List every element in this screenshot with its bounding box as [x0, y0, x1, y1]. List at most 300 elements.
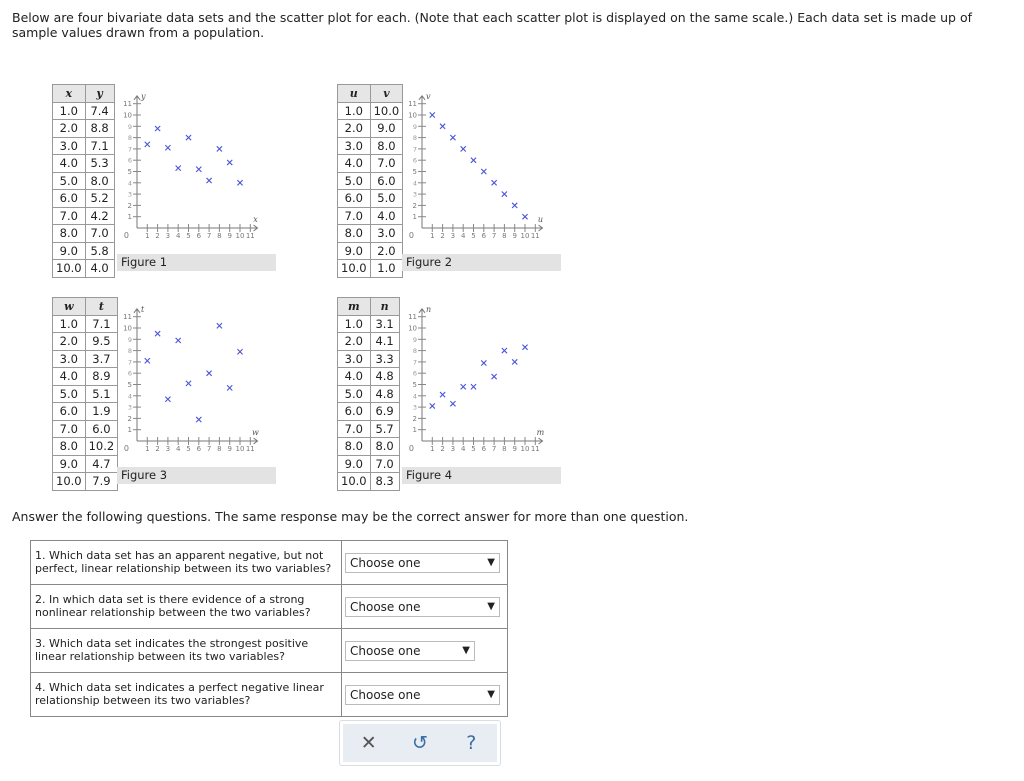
y-tick-label: 5	[127, 168, 132, 176]
y-value-cell: 10.2	[85, 438, 118, 456]
x-tick-label: 4	[460, 445, 466, 453]
x-tick-label: 5	[471, 445, 476, 453]
table-row	[53, 315, 118, 333]
question-3-text: 3. Which data set indicates the strongest positive linear relationship between its two variables?	[31, 629, 342, 673]
table-row	[53, 350, 118, 368]
x-value-cell: 2.0	[338, 333, 371, 351]
y-tick-label: 4	[127, 392, 132, 401]
data-point	[512, 359, 517, 364]
table-row	[53, 385, 118, 403]
y-tick-label: 9	[127, 122, 132, 131]
y-tick-label: 11	[408, 100, 417, 109]
figure-label-4: Figure 4	[402, 467, 561, 484]
x-tick-label: 6	[196, 445, 202, 453]
y-tick-label: 9	[412, 122, 417, 131]
y-tick-label: 7	[412, 358, 417, 367]
y-value-cell: 4.8	[370, 368, 399, 386]
y-tick-label: 11	[123, 313, 132, 322]
data-point	[430, 403, 435, 408]
x-value-cell: 4.0	[338, 368, 371, 386]
y-tick-label: 9	[127, 335, 132, 344]
y-tick-label: 11	[123, 100, 132, 109]
x-value-cell: 6.0	[53, 403, 86, 421]
origin-label: 0	[408, 231, 414, 240]
origin-label: 0	[123, 231, 129, 240]
y-tick-label: 6	[127, 369, 132, 378]
y-value-cell: 4.8	[370, 385, 399, 403]
table-row	[338, 333, 400, 351]
x-tick-label: 7	[206, 232, 212, 240]
data-point	[237, 180, 242, 185]
y-value-cell: 7.0	[85, 225, 114, 243]
x-tick-label: 6	[481, 232, 487, 240]
y-value-cell: 8.0	[370, 438, 399, 456]
question-row-4	[31, 673, 508, 717]
x-tick-label: 11	[530, 445, 540, 453]
data-point	[481, 169, 486, 174]
y-tick-label: 3	[412, 190, 417, 199]
table-row	[338, 455, 400, 473]
x-value-cell: 4.0	[53, 155, 86, 173]
answer-instructions: Answer the following questions. The same response may be the correct answer for more than one question.	[12, 509, 689, 524]
x-value-cell: 9.0	[53, 242, 86, 260]
dropdown-arrow-icon: ▼	[487, 689, 495, 700]
y-value-cell: 4.7	[85, 455, 118, 473]
origin-label: 0	[123, 444, 129, 453]
table-row	[53, 242, 115, 260]
x-axis-label: x	[253, 215, 258, 224]
x-tick-label: 9	[512, 232, 517, 240]
y-value-cell: 8.3	[370, 473, 399, 491]
dropdown-arrow-icon: ▼	[462, 645, 470, 656]
y-axis-label: t	[141, 304, 145, 314]
data-point	[450, 135, 455, 140]
x-value-cell: 2.0	[53, 333, 86, 351]
data-table-3	[52, 297, 118, 491]
data-point	[217, 323, 222, 328]
table-row	[338, 225, 403, 243]
y-tick-label: 5	[412, 381, 417, 389]
data-point	[227, 385, 232, 390]
x-value-cell: 10.0	[53, 260, 86, 278]
x-value-cell: 1.0	[53, 315, 86, 333]
x-value-cell: 5.0	[53, 385, 86, 403]
select-value: Choose one	[350, 643, 421, 658]
data-point	[176, 166, 181, 171]
y-tick-label: 8	[127, 347, 132, 356]
y-tick-label: 3	[127, 403, 132, 412]
x-value-cell: 8.0	[338, 438, 371, 456]
table-header-row	[53, 85, 115, 103]
x-column-header: m	[338, 298, 371, 316]
x-value-cell: 3.0	[338, 137, 371, 155]
x-tick-label: 7	[491, 445, 497, 453]
data-point	[186, 381, 191, 386]
x-tick-label: 1	[430, 232, 435, 240]
y-column-header: y	[85, 85, 114, 103]
x-tick-label: 8	[217, 445, 222, 453]
y-value-cell: 3.7	[85, 350, 118, 368]
data-table-1	[52, 84, 115, 278]
y-value-cell: 8.0	[370, 137, 403, 155]
y-value-cell: 7.9	[85, 473, 118, 491]
x-tick-label: 6	[481, 445, 487, 453]
y-tick-label: 7	[127, 358, 132, 367]
x-value-cell: 6.0	[338, 190, 371, 208]
x-value-cell: 1.0	[53, 102, 86, 120]
x-tick-label: 2	[155, 232, 160, 240]
table-row	[338, 385, 400, 403]
y-axis-label: n	[426, 304, 432, 314]
data-point	[145, 142, 150, 147]
y-value-cell: 7.1	[85, 315, 118, 333]
x-value-cell: 4.0	[338, 155, 371, 173]
table-row	[53, 260, 115, 278]
table-header-row	[338, 298, 400, 316]
data-point	[155, 126, 160, 131]
data-point	[207, 371, 212, 376]
table-row	[53, 207, 115, 225]
question-2-select[interactable]	[345, 597, 500, 617]
data-point	[492, 180, 497, 185]
x-axis-label: w	[252, 428, 259, 437]
y-column-header: n	[370, 298, 399, 316]
y-value-cell: 2.0	[370, 242, 403, 260]
x-tick-label: 11	[245, 232, 255, 240]
questions-table	[30, 540, 508, 717]
table-row	[338, 137, 403, 155]
x-value-cell: 10.0	[53, 473, 86, 491]
x-value-cell: 2.0	[338, 120, 371, 138]
y-column-header: t	[85, 298, 118, 316]
x-value-cell: 3.0	[338, 350, 371, 368]
x-tick-label: 9	[227, 445, 232, 453]
figure-label-2: Figure 2	[402, 254, 561, 271]
table-row	[53, 225, 115, 243]
y-column-header: v	[370, 85, 403, 103]
x-value-cell: 6.0	[338, 403, 371, 421]
data-point	[522, 345, 527, 350]
data-table-2	[337, 84, 403, 278]
x-value-cell: 3.0	[53, 137, 86, 155]
question-1-text: 1. Which data set has an apparent negative, but not perfect, linear relationship between its two variables?	[31, 541, 342, 585]
table-row	[53, 473, 118, 491]
data-point	[207, 178, 212, 183]
x-value-cell: 7.0	[338, 207, 371, 225]
table-row	[338, 120, 403, 138]
scatter-plot-1	[117, 84, 277, 249]
y-value-cell: 5.2	[85, 190, 114, 208]
table-row	[53, 420, 118, 438]
y-tick-label: 2	[127, 414, 132, 423]
x-value-cell: 3.0	[53, 350, 86, 368]
y-value-cell: 4.0	[370, 207, 403, 225]
table-row	[338, 315, 400, 333]
y-axis-label: y	[141, 91, 146, 101]
data-point	[217, 146, 222, 151]
x-tick-label: 9	[512, 445, 517, 453]
x-value-cell: 5.0	[338, 385, 371, 403]
table-row	[53, 368, 118, 386]
y-tick-label: 5	[127, 381, 132, 389]
y-value-cell: 3.0	[370, 225, 403, 243]
data-table-4	[337, 297, 400, 491]
table-row	[53, 333, 118, 351]
table-header-row	[53, 298, 118, 316]
table-row	[338, 242, 403, 260]
data-point	[461, 146, 466, 151]
y-tick-label: 1	[127, 426, 132, 435]
question-3-select[interactable]	[345, 641, 475, 661]
y-tick-label: 6	[127, 156, 132, 165]
table-row	[338, 190, 403, 208]
y-value-cell: 3.3	[370, 350, 399, 368]
y-tick-label: 8	[412, 347, 417, 356]
y-tick-label: 3	[127, 190, 132, 199]
y-value-cell: 1.0	[370, 260, 403, 278]
table-row	[53, 403, 118, 421]
data-point	[471, 158, 476, 163]
data-point	[165, 397, 170, 402]
data-point	[440, 124, 445, 129]
data-point	[481, 360, 486, 365]
y-value-cell: 3.1	[370, 315, 399, 333]
x-column-header: u	[338, 85, 371, 103]
table-row	[53, 438, 118, 456]
x-tick-label: 2	[440, 232, 445, 240]
dropdown-arrow-icon: ▼	[487, 601, 495, 612]
x-value-cell: 5.0	[338, 172, 371, 190]
y-value-cell: 7.4	[85, 102, 114, 120]
y-tick-label: 2	[127, 201, 132, 210]
data-point	[155, 331, 160, 336]
y-value-cell: 7.1	[85, 137, 114, 155]
question-row-2	[31, 585, 508, 629]
x-tick-label: 4	[460, 232, 466, 240]
x-tick-label: 1	[430, 445, 435, 453]
x-tick-label: 7	[491, 232, 497, 240]
x-tick-label: 7	[206, 445, 212, 453]
table-row	[53, 455, 118, 473]
y-value-cell: 5.8	[85, 242, 114, 260]
table-row	[53, 172, 115, 190]
table-row	[338, 438, 400, 456]
y-tick-label: 6	[412, 369, 417, 378]
undo-button[interactable]: ↺	[412, 732, 428, 754]
x-value-cell: 9.0	[338, 455, 371, 473]
table-row	[338, 207, 403, 225]
data-point	[461, 384, 466, 389]
question-row-3	[31, 629, 508, 673]
x-tick-label: 1	[145, 445, 150, 453]
x-tick-label: 11	[245, 445, 255, 453]
x-tick-label: 10	[235, 445, 245, 453]
x-value-cell: 8.0	[53, 225, 86, 243]
x-tick-label: 3	[450, 445, 456, 453]
x-value-cell: 1.0	[338, 102, 371, 120]
x-value-cell: 10.0	[338, 473, 371, 491]
x-tick-label: 4	[175, 445, 181, 453]
y-tick-label: 4	[412, 179, 417, 188]
data-point	[502, 348, 507, 353]
y-value-cell: 1.9	[85, 403, 118, 421]
y-tick-label: 10	[123, 324, 132, 333]
x-tick-label: 2	[155, 445, 160, 453]
y-tick-label: 10	[408, 324, 417, 333]
table-row	[338, 350, 400, 368]
x-tick-label: 10	[520, 232, 530, 240]
dropdown-arrow-icon: ▼	[487, 557, 495, 568]
data-point	[145, 358, 150, 363]
question-2-text: 2. In which data set is there evidence of a strong nonlinear relationship between the two variables?	[31, 585, 342, 629]
data-point	[196, 167, 201, 172]
table-row	[338, 473, 400, 491]
y-tick-label: 4	[412, 392, 417, 401]
answer-toolbar	[339, 720, 501, 766]
x-tick-label: 1	[145, 232, 150, 240]
data-point	[165, 145, 170, 150]
y-tick-label: 6	[412, 156, 417, 165]
data-point	[186, 135, 191, 140]
table-row	[338, 368, 400, 386]
x-tick-label: 3	[165, 445, 171, 453]
table-row	[53, 102, 115, 120]
x-value-cell: 4.0	[53, 368, 86, 386]
y-tick-label: 4	[127, 179, 132, 188]
data-point	[492, 374, 497, 379]
y-tick-label: 10	[408, 111, 417, 120]
y-value-cell: 5.7	[370, 420, 399, 438]
x-tick-label: 10	[235, 232, 245, 240]
table-header-row	[338, 85, 403, 103]
x-tick-label: 8	[217, 232, 222, 240]
x-value-cell: 8.0	[53, 438, 86, 456]
data-point	[502, 192, 507, 197]
data-point	[196, 417, 201, 422]
data-point	[512, 203, 517, 208]
figure-label-1: Figure 1	[117, 254, 276, 271]
question-1-select[interactable]	[345, 553, 500, 573]
x-tick-label: 9	[227, 232, 232, 240]
x-tick-label: 5	[471, 232, 476, 240]
y-value-cell: 6.0	[370, 172, 403, 190]
x-tick-label: 2	[440, 445, 445, 453]
data-point	[471, 384, 476, 389]
table-row	[338, 102, 403, 120]
table-row	[53, 155, 115, 173]
data-point	[450, 401, 455, 406]
data-point	[176, 338, 181, 343]
x-value-cell: 10.0	[338, 260, 371, 278]
x-value-cell: 9.0	[338, 242, 371, 260]
x-value-cell: 7.0	[338, 420, 371, 438]
question-row-1	[31, 541, 508, 585]
y-value-cell: 4.1	[370, 333, 399, 351]
select-value: Choose one	[350, 599, 421, 614]
y-value-cell: 6.0	[85, 420, 118, 438]
y-tick-label: 2	[412, 414, 417, 423]
table-row	[338, 403, 400, 421]
y-value-cell: 5.0	[370, 190, 403, 208]
data-point	[440, 392, 445, 397]
scatter-plot-4	[402, 297, 562, 462]
help-button[interactable]: ?	[466, 732, 477, 754]
y-value-cell: 5.3	[85, 155, 114, 173]
data-point	[430, 112, 435, 117]
x-value-cell: 9.0	[53, 455, 86, 473]
x-value-cell: 2.0	[53, 120, 86, 138]
table-row	[53, 137, 115, 155]
y-value-cell: 10.0	[370, 102, 403, 120]
scatter-plot-2	[402, 84, 562, 249]
y-tick-label: 10	[123, 111, 132, 120]
select-value: Choose one	[350, 687, 421, 702]
y-value-cell: 7.0	[370, 455, 399, 473]
y-tick-label: 2	[412, 201, 417, 210]
y-tick-label: 7	[412, 145, 417, 154]
x-tick-label: 5	[186, 445, 191, 453]
y-tick-label: 1	[412, 213, 417, 222]
y-value-cell: 8.8	[85, 120, 114, 138]
question-4-select[interactable]	[345, 685, 500, 705]
table-row	[53, 120, 115, 138]
data-point	[227, 160, 232, 165]
x-value-cell: 7.0	[53, 420, 86, 438]
table-row	[338, 172, 403, 190]
question-4-text: 4. Which data set indicates a perfect negative linear relationship between its two variables?	[31, 673, 342, 717]
x-column-header: x	[53, 85, 86, 103]
y-tick-label: 7	[127, 145, 132, 154]
clear-button[interactable]: ✕	[360, 732, 377, 754]
data-point	[522, 214, 527, 219]
y-value-cell: 9.5	[85, 333, 118, 351]
figure-label-3: Figure 3	[117, 467, 276, 484]
y-value-cell: 7.0	[370, 155, 403, 173]
y-tick-label: 11	[408, 313, 417, 322]
y-value-cell: 9.0	[370, 120, 403, 138]
x-tick-label: 10	[520, 445, 530, 453]
y-value-cell: 6.9	[370, 403, 399, 421]
intro-text: Below are four bivariate data sets and the scatter plot for each. (Note that each scatter plot is displayed on the same scale.) Each data set is made up of sample values drawn from a population.	[12, 10, 973, 40]
y-value-cell: 5.1	[85, 385, 118, 403]
x-tick-label: 8	[502, 445, 507, 453]
y-value-cell: 8.0	[85, 172, 114, 190]
x-tick-label: 3	[165, 232, 171, 240]
x-tick-label: 8	[502, 232, 507, 240]
x-tick-label: 6	[196, 232, 202, 240]
x-axis-label: m	[536, 428, 545, 437]
x-value-cell: 8.0	[338, 225, 371, 243]
x-value-cell: 6.0	[53, 190, 86, 208]
y-value-cell: 4.0	[85, 260, 114, 278]
x-tick-label: 3	[450, 232, 456, 240]
table-row	[338, 260, 403, 278]
y-tick-label: 1	[127, 213, 132, 222]
y-value-cell: 4.2	[85, 207, 114, 225]
x-tick-label: 11	[530, 232, 540, 240]
table-row	[53, 190, 115, 208]
data-point	[237, 349, 242, 354]
y-tick-label: 8	[412, 134, 417, 143]
y-value-cell: 8.9	[85, 368, 118, 386]
x-value-cell: 1.0	[338, 315, 371, 333]
table-row	[338, 155, 403, 173]
x-value-cell: 5.0	[53, 172, 86, 190]
origin-label: 0	[408, 444, 414, 453]
x-axis-label: u	[537, 215, 544, 224]
y-tick-label: 1	[412, 426, 417, 435]
x-tick-label: 5	[186, 232, 191, 240]
